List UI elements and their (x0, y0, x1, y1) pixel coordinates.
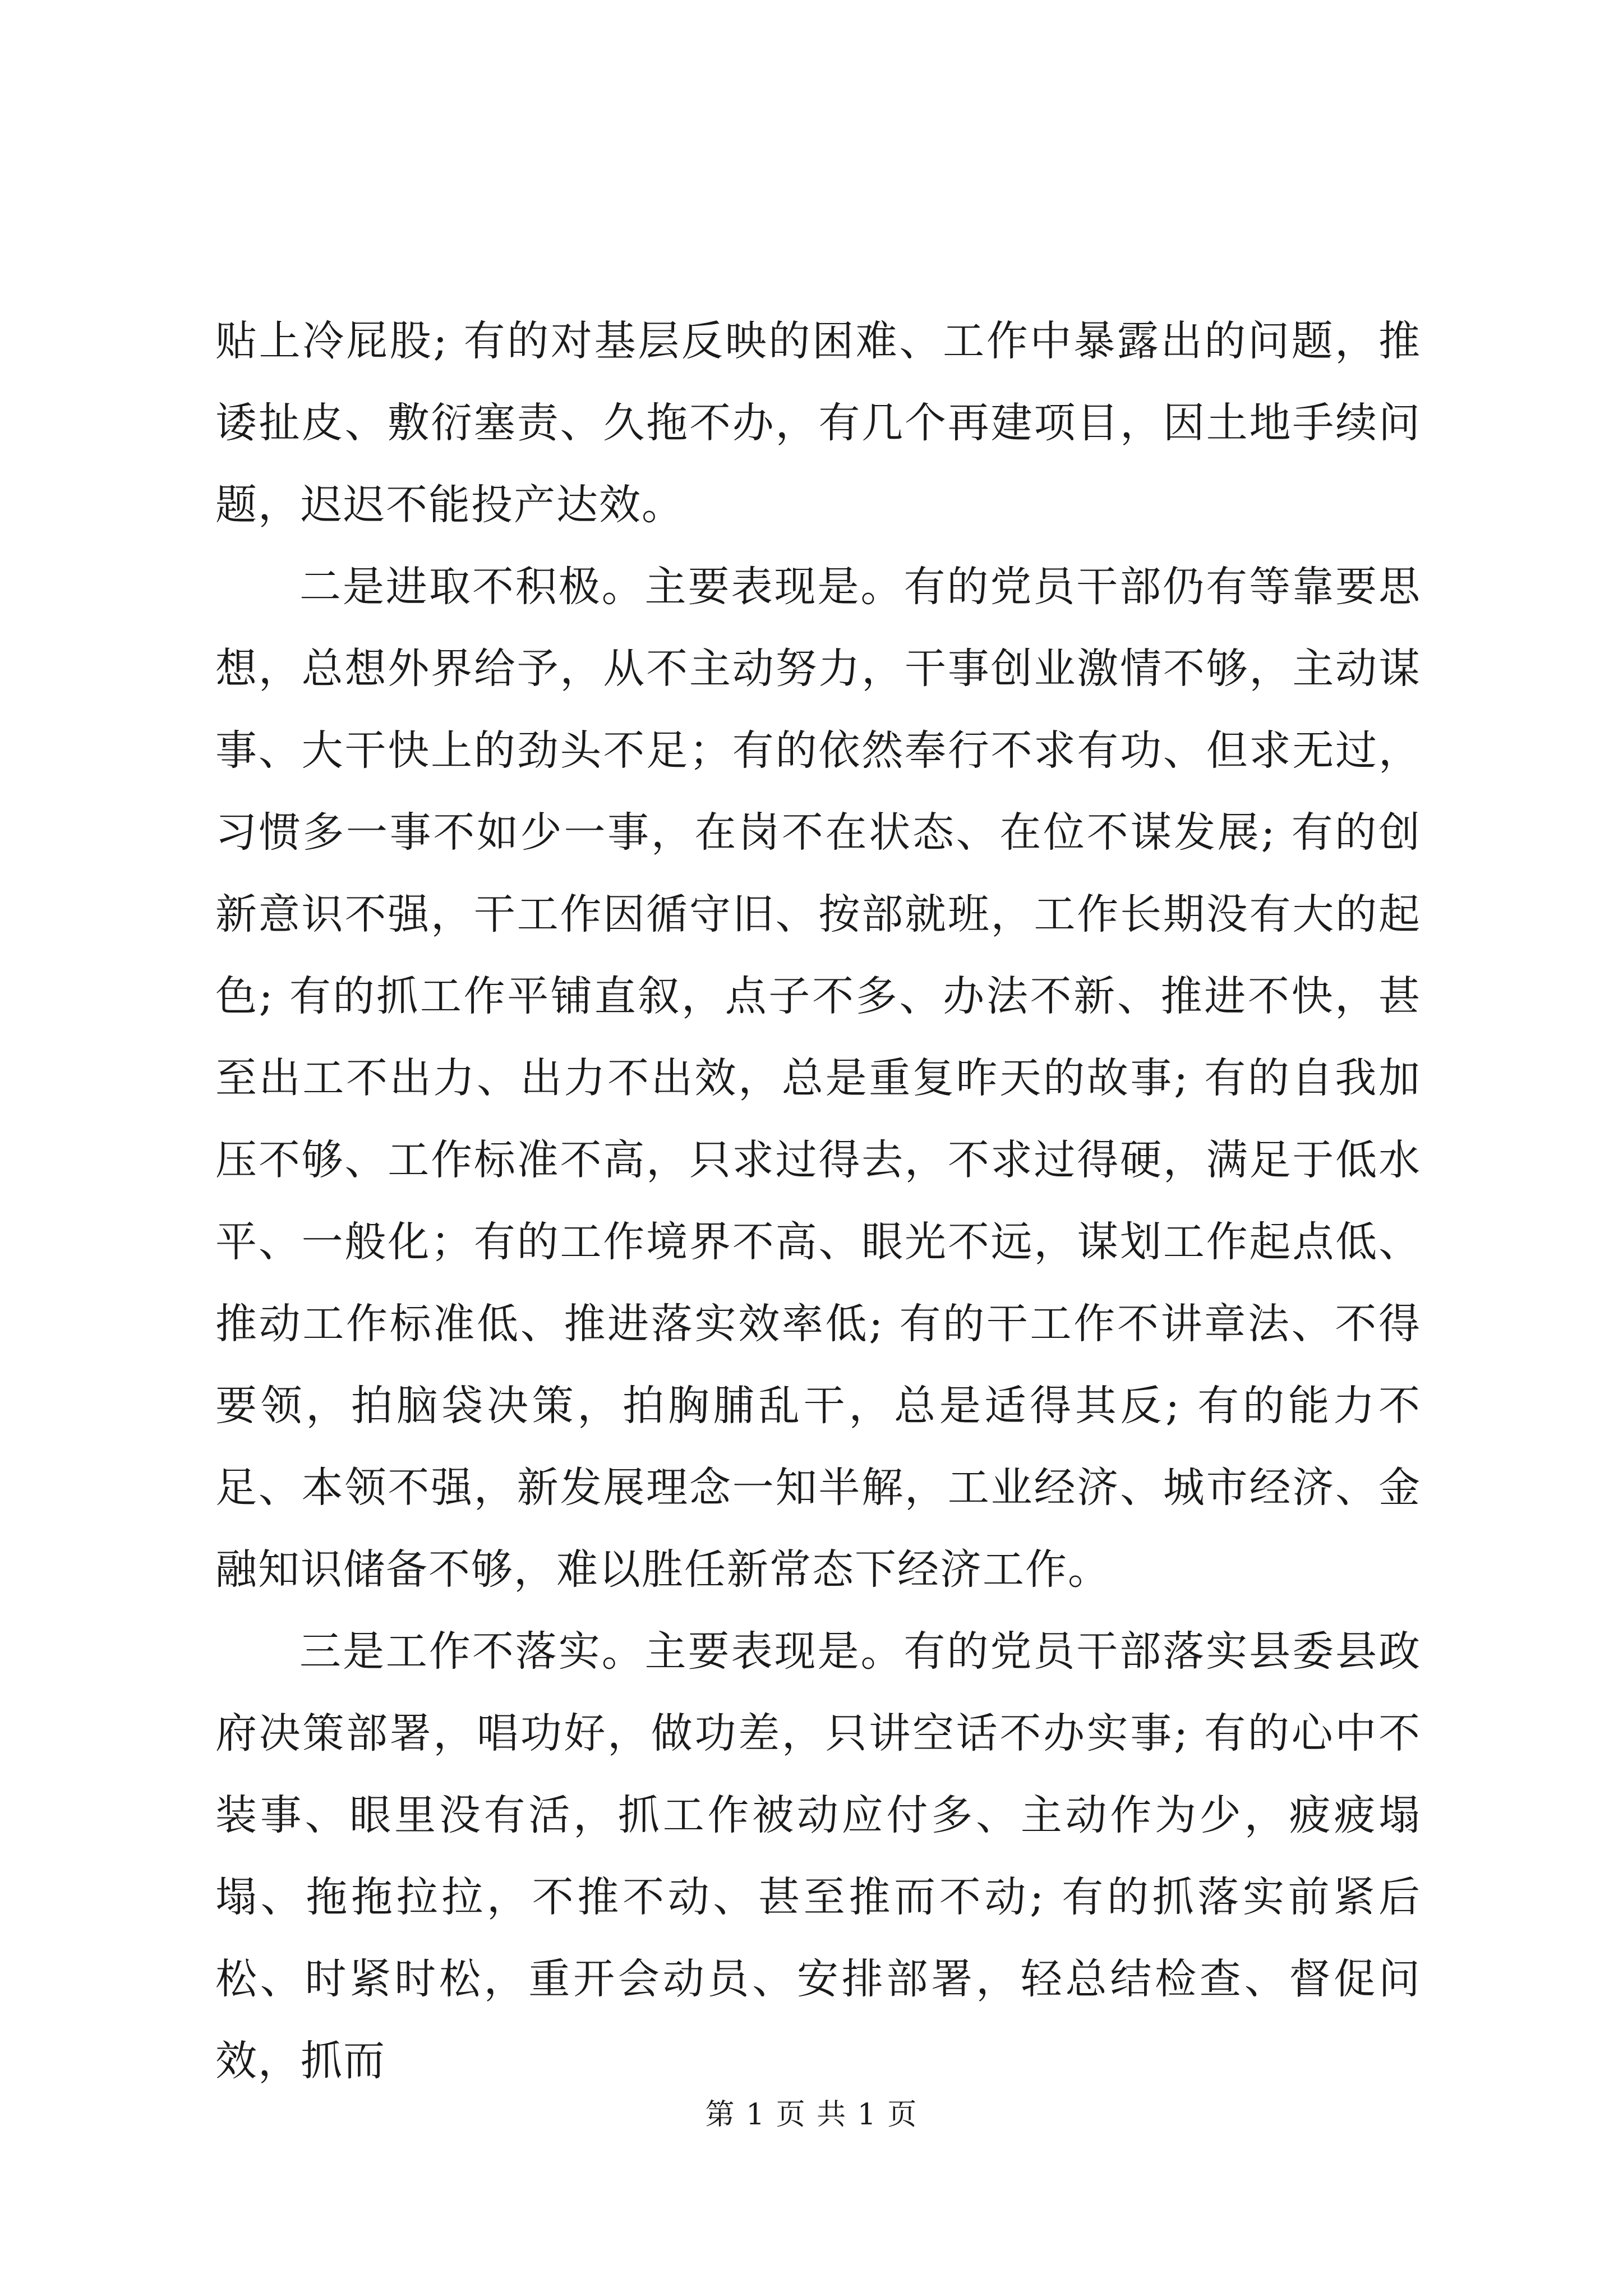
page-footer: 第 1 页 共 1 页 (705, 2098, 918, 2132)
document-body (215, 300, 1421, 2102)
paragraph-3: 三是工作不落实。主要表现是。有的党员干部落实县委县政府决策部署，唱功好，做功差，只讲空话不办实事; 有的心中不装事、眼里没有活，抓工作被动应付多、主动作为少，疲疲塌塌、拖拖拉拉，不推不动、甚至推而不动; 有的抓落实前紧后松、时紧时松，重开会动员、安排部署，轻总结检查、督促问效，抓而 (215, 1627, 1421, 2085)
paragraph-1: 贴上冷屁股; 有的对基层反映的困难、工作中暴露出的问题，推诿扯皮、敷衍塞责、久拖不办，有几个再建项目，因土地手续问题，迟迟不能投产达效。 (215, 317, 1421, 529)
paragraph-2: 二是进取不积极。主要表现是。有的党员干部仍有等靠要思想，总想外界给予，从不主动努力，干事创业激情不够，主动谋事、大干快上的劲头不足；有的依然奉行不求有功、但求无过，习惯多一事不如少一事，在岗不在状态、在位不谋发展; 有的创新意识不强，干工作因循守旧、按部就班，工作长期没有大的起色; 有的抓工作平铺直叙，点子不多、办法不新、推进不快，甚至出工不出力、出力不出效，总是重复昨天的故事; 有的自我加压不够、工作标准不高，只求过得去，不求过得硬，满足于低水平、一般化；有的工作境界不高、眼光不远，谋划工作起点低、推动工作标准低、推进落实效率低; 有的干工作不讲章法、不得要领，拍脑袋决策，拍胸脯乱干，总是适得其反; 有的能力不足、本领不强，新发展理念一知半解，工业经济、城市经济、金融知识储备不够，难以胜任新常态下经济工作。 (215, 563, 1421, 1594)
